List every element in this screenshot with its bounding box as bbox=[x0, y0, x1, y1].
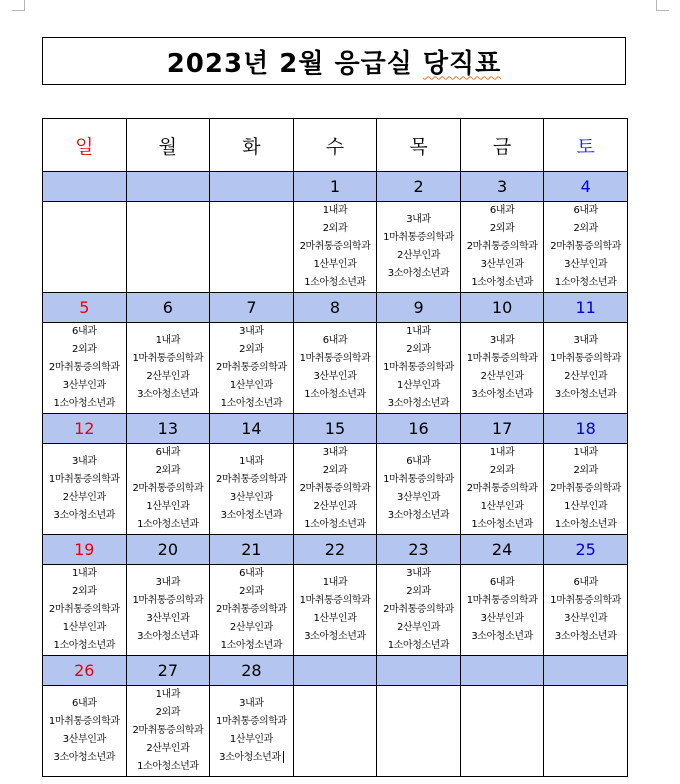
duty-entry: 3소아청소년과 bbox=[53, 510, 116, 521]
duty-entry: 1내과 bbox=[406, 326, 431, 337]
date-cell-wed[interactable] bbox=[293, 656, 377, 686]
date-cell-thu[interactable]: 23 bbox=[377, 535, 461, 565]
duty-cell-wed[interactable] bbox=[293, 565, 377, 656]
duty-list bbox=[377, 565, 460, 655]
duty-entry: 3산부인과 bbox=[62, 380, 106, 391]
duty-entry: 1내과 bbox=[72, 568, 97, 579]
duty-entry: 1마취통증의학과 bbox=[48, 474, 120, 485]
date-cell-tue[interactable]: 14 bbox=[210, 414, 294, 444]
duty-cell-sat[interactable] bbox=[544, 444, 628, 535]
duty-entry: 1산부인과 bbox=[146, 501, 190, 512]
duty-list bbox=[294, 202, 377, 292]
duty-list bbox=[544, 444, 627, 534]
duty-cell-thu[interactable] bbox=[377, 323, 461, 414]
duty-entry: 2산부인과 bbox=[229, 622, 273, 633]
duty-list bbox=[43, 565, 126, 655]
date-cell-wed[interactable]: 8 bbox=[293, 293, 377, 323]
duty-entry: 6내과 bbox=[489, 205, 515, 216]
duty-cell-sun[interactable] bbox=[43, 202, 127, 293]
duty-cell-sun[interactable] bbox=[43, 323, 127, 414]
duty-list bbox=[210, 323, 293, 413]
date-row bbox=[43, 656, 628, 686]
duty-entry: 2산부인과 bbox=[480, 371, 524, 382]
weekday-header-row bbox=[43, 119, 628, 172]
duty-entry: 2마취통증의학과 bbox=[466, 483, 538, 494]
date-cell-tue[interactable]: 28 bbox=[210, 656, 294, 686]
date-row bbox=[43, 293, 628, 323]
duty-list bbox=[210, 453, 293, 525]
duty-entry: 1마취통증의학과 bbox=[299, 595, 371, 606]
duty-entry: 1마취통증의학과 bbox=[48, 716, 120, 727]
date-cell-sun[interactable] bbox=[43, 172, 127, 202]
duty-entry: 3소아청소년과 bbox=[554, 389, 617, 400]
duty-entry: 3소아청소년과 bbox=[387, 510, 450, 521]
duty-entry: 6내과 bbox=[489, 577, 515, 588]
duty-entry: 1내과 bbox=[239, 456, 264, 467]
duty-cell-sun[interactable] bbox=[43, 444, 127, 535]
duty-cell-tue[interactable] bbox=[210, 444, 294, 535]
duty-cell-mon[interactable] bbox=[126, 202, 210, 293]
duty-cell-mon[interactable] bbox=[126, 323, 210, 414]
duty-list bbox=[127, 574, 210, 646]
weekday-header-mon[interactable]: 월 bbox=[126, 119, 210, 172]
duty-entry: 1마취통증의학과 bbox=[132, 353, 204, 364]
duty-cell-tue[interactable] bbox=[210, 686, 294, 777]
duty-cell-sun[interactable] bbox=[43, 565, 127, 656]
duty-cell-wed[interactable] bbox=[293, 202, 377, 293]
duty-cell-mon[interactable] bbox=[126, 444, 210, 535]
date-cell-sat[interactable] bbox=[544, 656, 628, 686]
duty-entry: 6내과 bbox=[573, 205, 598, 216]
duty-entry: 3산부인과 bbox=[480, 259, 524, 270]
duty-entry: 2마취통증의학과 bbox=[216, 362, 287, 373]
duty-entry: 3산부인과 bbox=[62, 734, 106, 745]
duty-entry: 6내과 bbox=[72, 698, 97, 709]
date-cell-sun[interactable]: 5 bbox=[43, 293, 127, 323]
duty-entry: 1산부인과 bbox=[480, 501, 524, 512]
duty-entry: 2마취통증의학과 bbox=[132, 483, 204, 494]
duty-entry: 2마취통증의학과 bbox=[216, 604, 287, 615]
duty-cell-sat[interactable] bbox=[544, 323, 628, 414]
duty-list bbox=[127, 332, 210, 404]
duty-entry: 3산부인과 bbox=[397, 492, 441, 503]
duty-entry: 3소아청소년과 bbox=[219, 749, 284, 767]
duty-row bbox=[43, 444, 628, 535]
duty-cell-mon[interactable] bbox=[126, 565, 210, 656]
date-cell-mon[interactable]: 27 bbox=[126, 656, 210, 686]
duty-entry: 2산부인과 bbox=[146, 371, 190, 382]
duty-entry: 3소아청소년과 bbox=[53, 752, 116, 763]
duty-entry: 1소아청소년과 bbox=[53, 398, 116, 409]
duty-cell-thu[interactable] bbox=[377, 686, 461, 777]
duty-entry: 2외과 bbox=[239, 344, 264, 355]
duty-list bbox=[461, 202, 544, 292]
duty-entry: 2마취통증의학과 bbox=[466, 241, 538, 252]
page-corner-mark-right bbox=[656, 0, 669, 11]
duty-cell-sun[interactable] bbox=[43, 686, 127, 777]
calendar-body bbox=[43, 172, 628, 777]
duty-entry: 2외과 bbox=[155, 707, 181, 718]
duty-list bbox=[544, 202, 627, 292]
duty-entry: 1산부인과 bbox=[229, 380, 273, 391]
duty-list bbox=[377, 453, 460, 525]
duty-row bbox=[43, 202, 628, 293]
duty-entry: 3내과 bbox=[406, 568, 431, 579]
date-cell-wed[interactable]: 15 bbox=[293, 414, 377, 444]
duty-entry: 1산부인과 bbox=[62, 622, 106, 633]
date-cell-fri[interactable]: 10 bbox=[460, 293, 544, 323]
duty-entry: 2마취통증의학과 bbox=[383, 604, 454, 615]
duty-entry: 1산부인과 bbox=[564, 501, 608, 512]
date-cell-fri[interactable]: 24 bbox=[460, 535, 544, 565]
duty-entry: 1소아청소년과 bbox=[220, 398, 283, 409]
duty-entry: 1내과 bbox=[573, 447, 598, 458]
date-cell-sat[interactable]: 25 bbox=[544, 535, 628, 565]
duty-entry: 2산부인과 bbox=[397, 250, 441, 261]
duty-entry: 3소아청소년과 bbox=[137, 389, 199, 400]
duty-cell-thu[interactable] bbox=[377, 444, 461, 535]
duty-entry: 1산부인과 bbox=[229, 734, 273, 745]
date-cell-tue[interactable]: 7 bbox=[210, 293, 294, 323]
date-cell-mon[interactable]: 13 bbox=[126, 414, 210, 444]
duty-cell-wed[interactable] bbox=[293, 686, 377, 777]
date-row bbox=[43, 172, 628, 202]
duty-entry: 2산부인과 bbox=[397, 622, 441, 633]
duty-entry: 3내과 bbox=[239, 326, 264, 337]
duty-entry: 2외과 bbox=[322, 223, 348, 234]
duty-cell-fri[interactable] bbox=[460, 323, 544, 414]
duty-list bbox=[210, 695, 293, 767]
date-cell-thu[interactable]: 16 bbox=[377, 414, 461, 444]
duty-entry: 3산부인과 bbox=[480, 613, 524, 624]
duty-entry: 6내과 bbox=[155, 447, 181, 458]
duty-entry: 2외과 bbox=[573, 465, 598, 476]
duty-entry: 2마취통증의학과 bbox=[132, 725, 204, 736]
duty-entry: 2외과 bbox=[406, 586, 431, 597]
duty-cell-sat[interactable] bbox=[544, 565, 628, 656]
duty-entry: 1마취통증의학과 bbox=[550, 353, 622, 364]
duty-entry: 1마취통증의학과 bbox=[466, 353, 538, 364]
date-cell-fri[interactable] bbox=[460, 656, 544, 686]
duty-entry: 2마취통증의학과 bbox=[550, 483, 622, 494]
duty-entry: 2마취통증의학과 bbox=[48, 362, 120, 373]
duty-entry: 3내과 bbox=[489, 335, 515, 346]
duty-cell-tue[interactable] bbox=[210, 565, 294, 656]
weekday-header-tue[interactable]: 화 bbox=[210, 119, 294, 172]
duty-entry: 3내과 bbox=[322, 447, 348, 458]
duty-cell-mon[interactable] bbox=[126, 686, 210, 777]
duty-entry: 2산부인과 bbox=[564, 371, 608, 382]
date-cell-sat[interactable]: 18 bbox=[544, 414, 628, 444]
duty-cell-fri[interactable] bbox=[460, 686, 544, 777]
title-part-main: 2023년 2월 응급실 bbox=[166, 48, 423, 79]
duty-entry: 3내과 bbox=[406, 214, 431, 225]
date-row bbox=[43, 414, 628, 444]
duty-entry: 1소아청소년과 bbox=[554, 519, 617, 530]
duty-entry: 1내과 bbox=[155, 335, 181, 346]
duty-entry: 1소아청소년과 bbox=[304, 389, 366, 400]
duty-entry: 1소아청소년과 bbox=[220, 640, 283, 651]
duty-entry: 6내과 bbox=[406, 456, 431, 467]
duty-entry: 3내과 bbox=[573, 335, 598, 346]
duty-entry: 3산부인과 bbox=[564, 613, 608, 624]
date-cell-tue[interactable]: 21 bbox=[210, 535, 294, 565]
duty-entry: 1마취통증의학과 bbox=[466, 595, 538, 606]
page-corner-mark-left bbox=[12, 0, 25, 11]
date-cell-mon[interactable]: 6 bbox=[126, 293, 210, 323]
duty-list bbox=[43, 453, 126, 525]
duty-entry: 1소아청소년과 bbox=[387, 640, 450, 651]
date-cell-mon[interactable] bbox=[126, 172, 210, 202]
duty-entry: 2마취통증의학과 bbox=[299, 483, 371, 494]
duty-entry: 1마취통증의학과 bbox=[550, 595, 622, 606]
duty-list bbox=[43, 695, 126, 767]
date-cell-sun[interactable]: 19 bbox=[43, 535, 127, 565]
duty-entry: 2마취통증의학과 bbox=[550, 241, 622, 252]
duty-list bbox=[127, 444, 210, 534]
duty-entry: 1소아청소년과 bbox=[137, 761, 199, 772]
duty-entry: 3산부인과 bbox=[313, 371, 357, 382]
duty-entry: 3산부인과 bbox=[229, 492, 273, 503]
duty-cell-fri[interactable] bbox=[460, 444, 544, 535]
duty-entry: 1내과 bbox=[155, 689, 181, 700]
duty-entry: 1산부인과 bbox=[397, 380, 441, 391]
duty-entry: 1내과 bbox=[322, 577, 348, 588]
date-row bbox=[43, 535, 628, 565]
duty-list bbox=[294, 574, 377, 646]
duty-entry: 2외과 bbox=[322, 465, 348, 476]
date-cell-wed[interactable]: 1 bbox=[293, 172, 377, 202]
date-cell-sun[interactable]: 26 bbox=[43, 656, 127, 686]
duty-entry: 3소아청소년과 bbox=[220, 510, 283, 521]
duty-cell-sat[interactable] bbox=[544, 686, 628, 777]
duty-list bbox=[544, 332, 627, 404]
weekday-header-sun[interactable]: 일 bbox=[43, 119, 127, 172]
duty-entry: 3내과 bbox=[72, 456, 97, 467]
duty-list bbox=[43, 323, 126, 413]
duty-entry: 1마취통증의학과 bbox=[299, 353, 371, 364]
duty-entry: 1산부인과 bbox=[313, 259, 357, 270]
duty-entry: 1마취통증의학과 bbox=[383, 362, 454, 373]
duty-entry: 1마취통증의학과 bbox=[216, 716, 287, 727]
duty-entry: 1산부인과 bbox=[313, 613, 357, 624]
duty-entry: 3소아청소년과 bbox=[554, 631, 617, 642]
duty-cell-tue[interactable] bbox=[210, 323, 294, 414]
duty-entry: 3소아청소년과 bbox=[137, 631, 199, 642]
duty-row bbox=[43, 686, 628, 777]
duty-entry: 2외과 bbox=[239, 586, 264, 597]
duty-list bbox=[127, 686, 210, 776]
duty-entry: 1소아청소년과 bbox=[53, 640, 116, 651]
duty-list bbox=[377, 323, 460, 413]
duty-entry: 2산부인과 bbox=[62, 492, 106, 503]
date-cell-thu[interactable]: 9 bbox=[377, 293, 461, 323]
duty-entry: 1마취통증의학과 bbox=[383, 474, 454, 485]
duty-entry: 3소아청소년과 bbox=[471, 631, 533, 642]
duty-list bbox=[294, 332, 377, 404]
duty-entry: 3내과 bbox=[155, 577, 181, 588]
duty-cell-fri[interactable] bbox=[460, 565, 544, 656]
duty-calendar-table bbox=[42, 118, 628, 777]
duty-entry: 2마취통증의학과 bbox=[48, 604, 120, 615]
date-cell-mon[interactable]: 20 bbox=[126, 535, 210, 565]
duty-entry: 2산부인과 bbox=[313, 501, 357, 512]
duty-entry: 2외과 bbox=[155, 465, 181, 476]
date-cell-sat[interactable]: 11 bbox=[544, 293, 628, 323]
duty-list bbox=[461, 444, 544, 534]
duty-entry: 3내과 bbox=[239, 698, 264, 709]
duty-entry: 2산부인과 bbox=[146, 743, 190, 754]
duty-cell-tue[interactable] bbox=[210, 202, 294, 293]
duty-entry: 1소아청소년과 bbox=[471, 277, 533, 288]
duty-list bbox=[461, 332, 544, 404]
duty-cell-fri[interactable] bbox=[460, 202, 544, 293]
date-cell-fri[interactable]: 3 bbox=[460, 172, 544, 202]
title-box bbox=[42, 37, 626, 85]
duty-cell-thu[interactable] bbox=[377, 202, 461, 293]
duty-entry: 3산부인과 bbox=[146, 613, 190, 624]
text-cursor bbox=[283, 751, 284, 763]
duty-entry: 2외과 bbox=[406, 344, 431, 355]
duty-cell-sat[interactable] bbox=[544, 202, 628, 293]
duty-entry: 3소아청소년과 bbox=[387, 268, 450, 279]
duty-list bbox=[544, 574, 627, 646]
duty-entry: 1소아청소년과 bbox=[137, 519, 199, 530]
duty-cell-wed[interactable] bbox=[293, 444, 377, 535]
duty-entry: 2외과 bbox=[72, 586, 97, 597]
duty-list bbox=[377, 211, 460, 283]
duty-entry: 1마취통증의학과 bbox=[132, 595, 204, 606]
duty-entry: 6내과 bbox=[573, 577, 598, 588]
duty-cell-wed[interactable] bbox=[293, 323, 377, 414]
duty-entry: 3소아청소년과 bbox=[387, 398, 450, 409]
duty-entry: 3소아청소년과 bbox=[304, 631, 366, 642]
duty-entry: 2외과 bbox=[72, 344, 97, 355]
duty-list bbox=[461, 574, 544, 646]
title-part-spellcheck: 당직표 bbox=[422, 48, 502, 79]
weekday-header-thu[interactable]: 목 bbox=[377, 119, 461, 172]
date-cell-fri[interactable]: 17 bbox=[460, 414, 544, 444]
duty-entry: 1마취통증의학과 bbox=[383, 232, 454, 243]
duty-entry: 6내과 bbox=[239, 568, 264, 579]
duty-entry: 1내과 bbox=[489, 447, 515, 458]
duty-list bbox=[294, 444, 377, 534]
duty-entry: 1소아청소년과 bbox=[304, 277, 366, 288]
page-title[interactable] bbox=[167, 43, 502, 80]
date-cell-thu[interactable] bbox=[377, 656, 461, 686]
duty-entry: 1소아청소년과 bbox=[304, 519, 366, 530]
duty-entry: 2외과 bbox=[573, 223, 598, 234]
duty-entry: 6내과 bbox=[322, 335, 348, 346]
duty-row bbox=[43, 323, 628, 414]
duty-row bbox=[43, 565, 628, 656]
weekday-header-wed[interactable]: 수 bbox=[293, 119, 377, 172]
duty-entry: 2마취통증의학과 bbox=[299, 241, 371, 252]
duty-entry: 3산부인과 bbox=[564, 259, 608, 270]
date-cell-thu[interactable]: 2 bbox=[377, 172, 461, 202]
date-cell-tue[interactable] bbox=[210, 172, 294, 202]
duty-entry: 2외과 bbox=[489, 465, 515, 476]
date-cell-sun[interactable]: 12 bbox=[43, 414, 127, 444]
duty-list bbox=[210, 565, 293, 655]
duty-entry: 1소아청소년과 bbox=[554, 277, 617, 288]
date-cell-sat[interactable]: 4 bbox=[544, 172, 628, 202]
duty-entry: 2마취통증의학과 bbox=[216, 474, 287, 485]
duty-entry: 1소아청소년과 bbox=[471, 519, 533, 530]
duty-entry: 1내과 bbox=[322, 205, 348, 216]
duty-entry: 2외과 bbox=[489, 223, 515, 234]
duty-entry: 3소아청소년과 bbox=[471, 389, 533, 400]
weekday-header-sat[interactable]: 토 bbox=[544, 119, 628, 172]
duty-entry: 6내과 bbox=[72, 326, 97, 337]
weekday-header-fri[interactable]: 금 bbox=[460, 119, 544, 172]
duty-cell-thu[interactable] bbox=[377, 565, 461, 656]
date-cell-wed[interactable]: 22 bbox=[293, 535, 377, 565]
